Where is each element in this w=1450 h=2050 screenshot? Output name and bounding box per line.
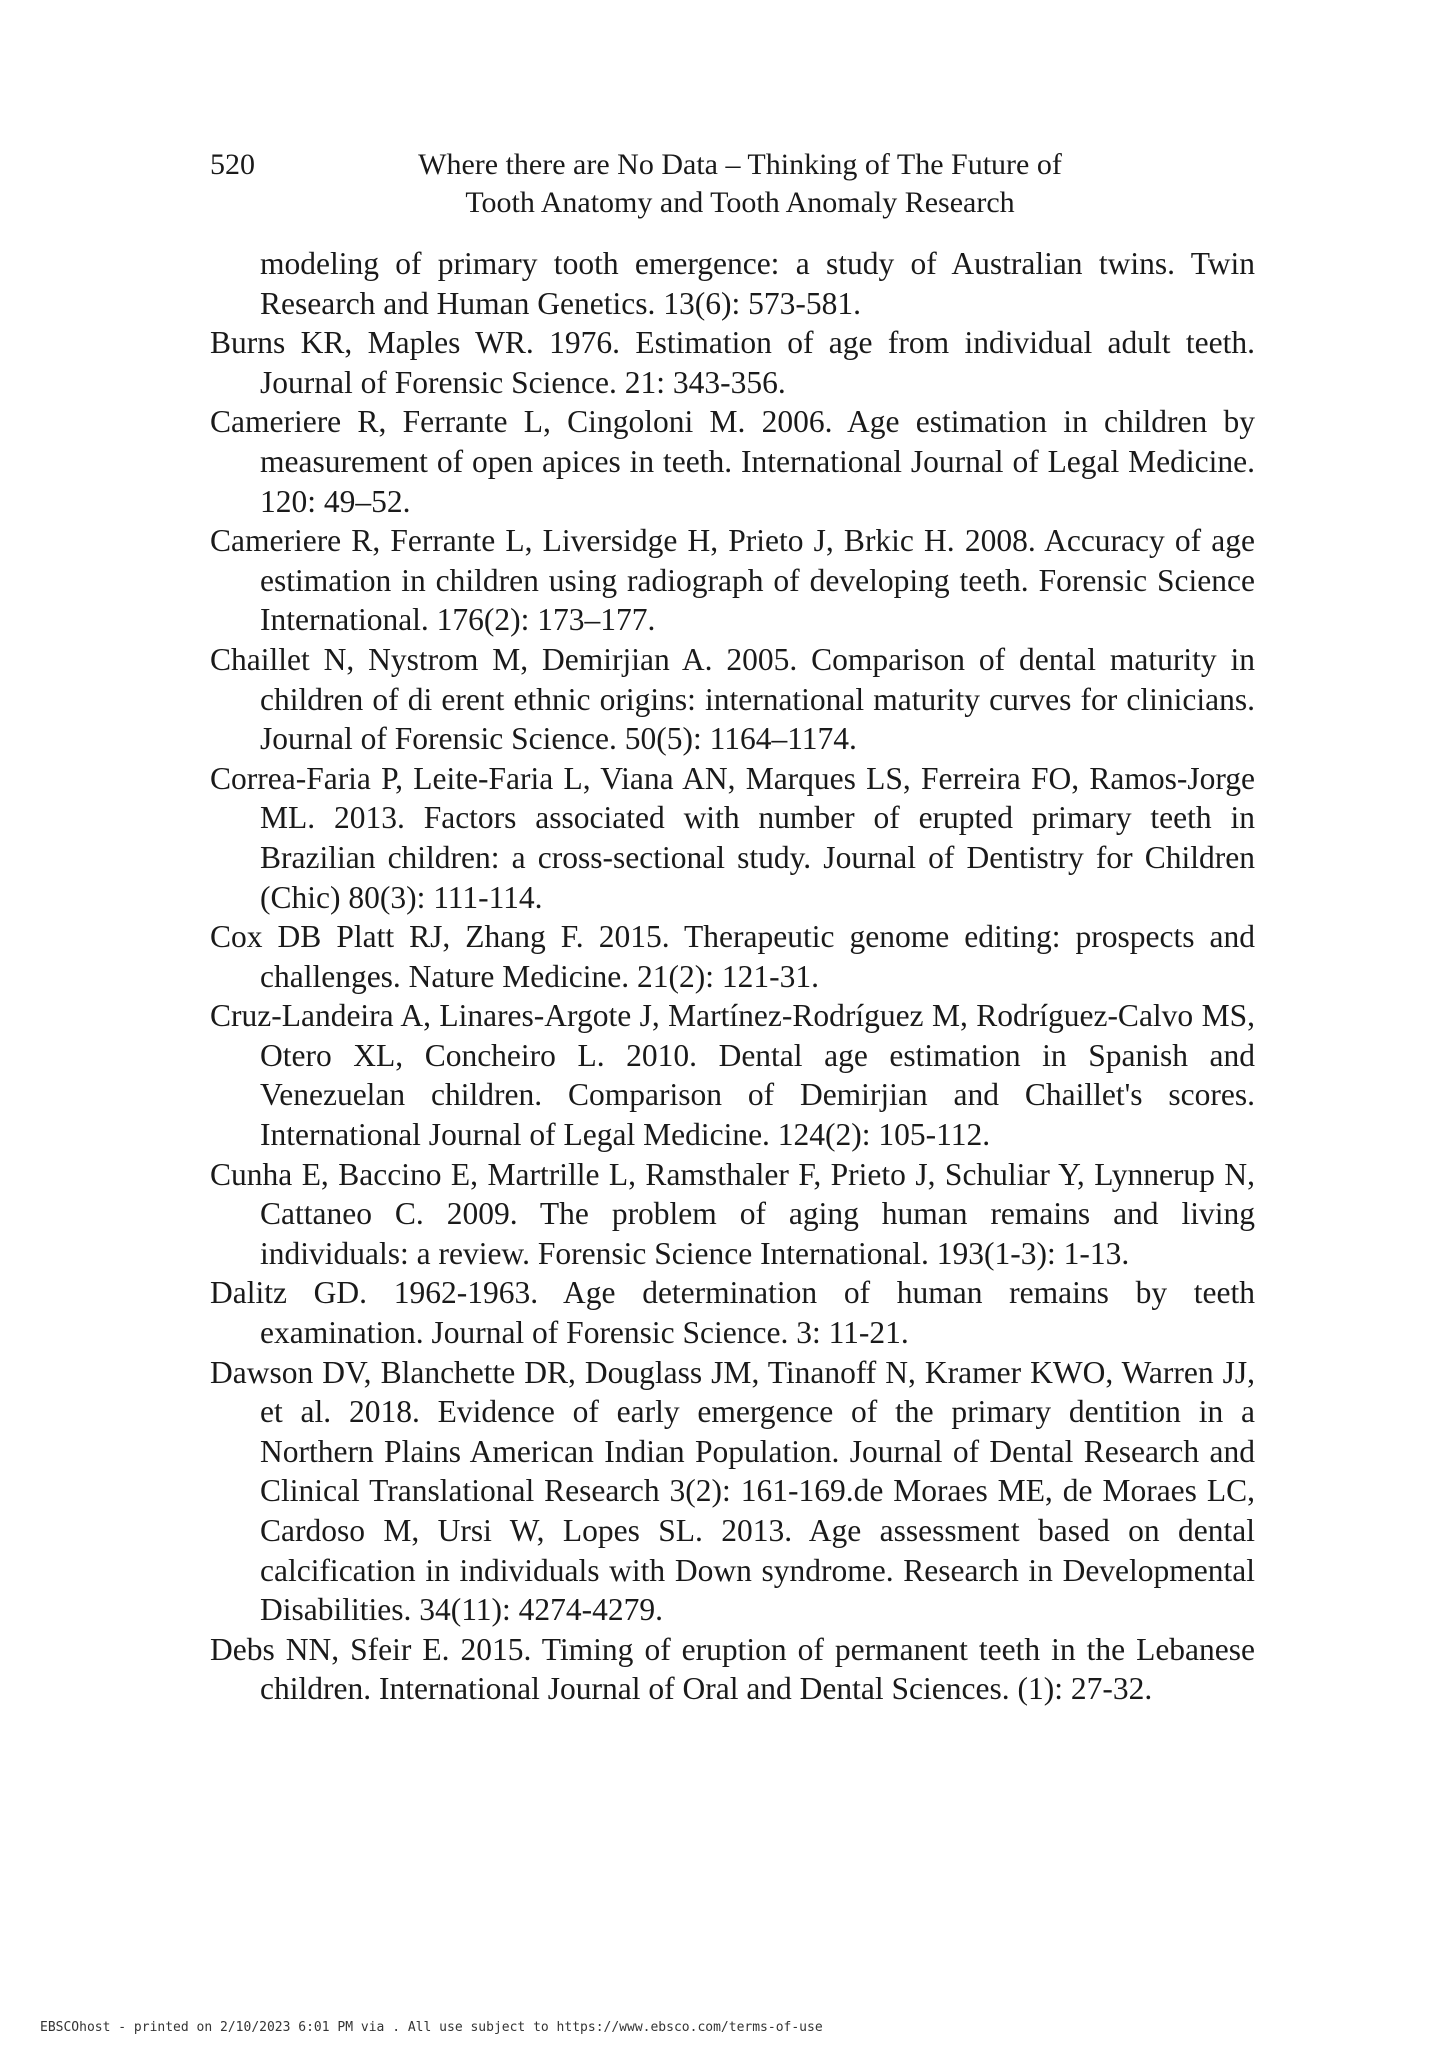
reference-entry: Chaillet N, Nystrom M, Demirjian A. 2005. Comparison of dental maturity in children of di erent ethnic origins: international maturity curves for clinicians. Journal of Forensic Science. 50(5): 1164–1174.: [210, 641, 1255, 757]
reference-entry: Dalitz GD. 1962-1963. Age determination of human remains by teeth examination. Journal of Forensic Science. 3: 11-21.: [210, 1275, 1255, 1351]
reference-entry: modeling of primary tooth emergence: a study of Australian twins. Twin Research and Human Genetics. 13(6): 573-581.: [260, 246, 1255, 321]
reference-entry: Cunha E, Baccino E, Martrille L, Ramsthaler F, Prieto J, Schuliar Y, Lynnerup N, Cattaneo C. 2009. The problem of aging human remains and living individuals: a review. Forensic Science International. 193(1-3): 1-13.: [210, 1156, 1255, 1271]
reference-entry: Burns KR, Maples WR. 1976. Estimation of age from individual adult teeth. Journal of Forensic Science. 21: 343-356.: [210, 325, 1255, 400]
reference-entry: Cox DB Platt RJ, Zhang F. 2015. Therapeutic genome editing: prospects and challenges. Nature Medicine. 21(2): 121-31.: [210, 919, 1255, 994]
running-header: [360, 146, 1120, 222]
running-header-line-2: Tooth Anatomy and Tooth Anomaly Research: [465, 186, 1015, 219]
reference-entry: Cameriere R, Ferrante L, Liversidge H, Prieto J, Brkic H. 2008. Accuracy of age estimation in children using radiograph of developing teeth. Forensic Science International. 176(2): 173–177.: [210, 523, 1255, 638]
reference-entry: Cameriere R, Ferrante L, Cingoloni M. 2006. Age estimation in children by measurement of open apices in teeth. International Journal of Legal Medicine. 120: 49–52.: [210, 404, 1255, 519]
running-header-line-1: Where there are No Data – Thinking of The Future of: [418, 148, 1062, 181]
ebsco-footer: EBSCOhost - printed on 2/10/2023 6:01 PM via . All use subject to https://www.ebsco.com/terms-of-use: [40, 2020, 823, 2035]
reference-entry: Debs NN, Sfeir E. 2015. Timing of eruption of permanent teeth in the Lebanese children. International Journal of Oral and Dental Sciences. (1): 27-32.: [210, 1631, 1255, 1707]
page-number: 520: [210, 148, 255, 181]
reference-entry: Cruz-Landeira A, Linares-Argote J, Martínez-Rodríguez M, Rodríguez-Calvo MS, Otero XL, Concheiro L. 2010. Dental age estimation in Spanish and Venezuelan children. Comparison of Demirjian and Chaillet's scores. International Journal of Legal Medicine. 124(2): 105-112.: [210, 998, 1255, 1153]
reference-entry: Correa-Faria P, Leite-Faria L, Viana AN, Marques LS, Ferreira FO, Ramos-Jorge ML. 2013. Factors associated with number of erupted primary teeth in Brazilian children: a cross-sectional study. Journal of Dentistry for Children (Chic) 80(3): 111-114.: [210, 760, 1255, 915]
reference-list: [210, 244, 1255, 1709]
reference-entry: Dawson DV, Blanchette DR, Douglass JM, Tinanoff N, Kramer KWO, Warren JJ, et al. 2018. Evidence of early emergence of the primary dentition in a Northern Plains American Indian Population. Journal of Dental Research and Clinical Translational Research 3(2): 161-169.de Moraes ME, de Moraes LC, Cardoso M, Ursi W, Lopes SL. 2013. Age assessment based on dental calcification in individuals with Down syndrome. Research in Developmental Disabilities. 34(11): 4274-4279.: [210, 1354, 1255, 1628]
